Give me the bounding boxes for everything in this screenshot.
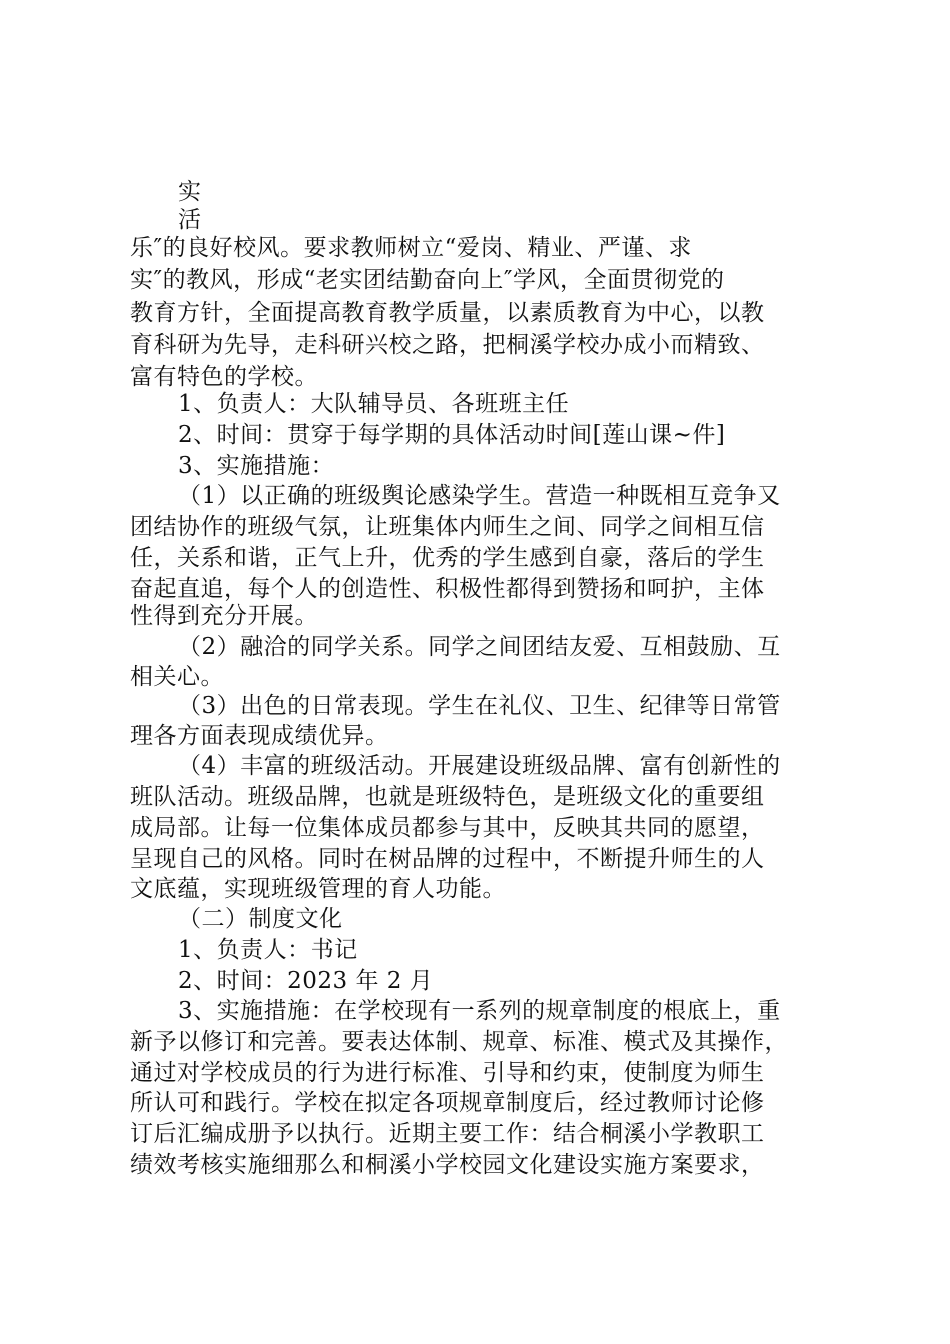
text-line: 教育方针，全面提高教育教学质量，以素质教育为中心，以教 bbox=[130, 300, 765, 326]
text-line: （二）制度文化 bbox=[178, 906, 343, 932]
text-line: 乐″的良好校风。要求教师树立“爱岗、精业、严谨、求 bbox=[130, 235, 692, 261]
text-line: 实″的教风，形成“老实团结勤奋向上″学风，全面贯彻党的 bbox=[130, 267, 725, 293]
text-line: 1、负责人：大队辅导员、各班班主任 bbox=[178, 391, 570, 417]
text-line: 理各方面表现成绩优异。 bbox=[130, 723, 389, 749]
text-line: 订后汇编成册予以执行。近期主要工作：结合桐溪小学教职工 bbox=[130, 1121, 765, 1147]
text-line: 3、实施措施：在学校现有一系列的规章制度的根底上，重 bbox=[178, 998, 781, 1024]
text-line: 呈现自己的风格。同时在树品牌的过程中，不断提升师生的人 bbox=[130, 846, 765, 872]
text-line: 3、实施措施： bbox=[178, 453, 335, 479]
text-line: 奋起直追，每个人的创造性、积极性都得到赞扬和呵护，主体 bbox=[130, 576, 765, 602]
text-line: 文底蕴，实现班级管理的育人功能。 bbox=[130, 876, 506, 902]
text-line: （1）以正确的班级舆论感染学生。营造一种既相互竞争又 bbox=[178, 483, 781, 509]
text-line: 活 bbox=[178, 207, 202, 233]
text-line: 成局部。让每一位集体成员都参与其中，反映其共同的愿望， bbox=[130, 815, 765, 841]
text-line: 2、时间：2023 年 2 月 bbox=[178, 968, 434, 994]
text-line: 富有特色的学校。 bbox=[130, 364, 318, 390]
text-line: 1、负责人：书记 bbox=[178, 937, 358, 963]
text-line: 任，关系和谐，正气上升，优秀的学生感到自豪，落后的学生 bbox=[130, 545, 765, 571]
text-line: 新予以修订和完善。要表达体制、规章、标准、模式及其操作， bbox=[130, 1029, 788, 1055]
text-line: （4）丰富的班级活动。开展建设班级品牌、富有创新性的 bbox=[178, 753, 781, 779]
text-line: 班队活动。班级品牌，也就是班级特色，是班级文化的重要组 bbox=[130, 784, 765, 810]
text-line: 相关心。 bbox=[130, 664, 224, 690]
text-line: （2）融洽的同学关系。同学之间团结友爱、互相鼓励、互 bbox=[178, 634, 781, 660]
text-line: 实 bbox=[178, 179, 202, 205]
text-line: 团结协作的班级气氛，让班集体内师生之间、同学之间相互信 bbox=[130, 514, 765, 540]
text-line: （3）出色的日常表现。学生在礼仪、卫生、纪律等日常管 bbox=[178, 693, 781, 719]
text-line: 所认可和践行。学校在拟定各项规章制度后，经过教师讨论修 bbox=[130, 1090, 765, 1116]
text-line: 绩效考核实施细那么和桐溪小学校园文化建设实施方案要求， bbox=[130, 1152, 765, 1178]
text-line: 通过对学校成员的行为进行标准、引导和约束，使制度为师生 bbox=[130, 1060, 765, 1086]
text-line: 2、时间：贯穿于每学期的具体活动时间[莲山课~件] bbox=[178, 422, 726, 448]
text-line: 性得到充分开展。 bbox=[130, 603, 318, 629]
text-line: 育科研为先导，走科研兴校之路，把桐溪学校办成小而精致、 bbox=[130, 332, 765, 358]
